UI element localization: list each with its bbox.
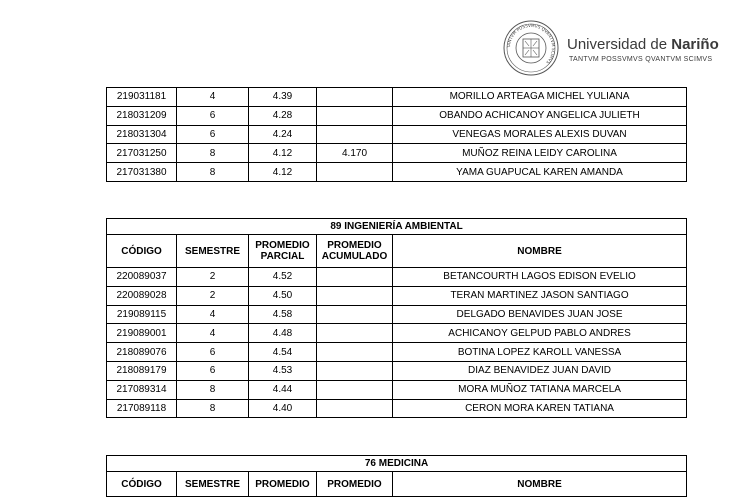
cell-semestre: 6 [177,343,249,362]
table-row [107,399,687,418]
cell-nombre: TERAN MARTINEZ JASON SANTIAGO [393,286,687,305]
cell-promedio-acumulado [317,305,393,324]
cell-promedio-acumulado: 4.170 [317,144,393,163]
cell-nombre: MORILLO ARTEAGA MICHEL YULIANA [393,88,687,107]
table-row [107,125,687,144]
cell-semestre: 2 [177,268,249,287]
table-row [107,324,687,343]
column-header-promedio: PROMEDIO [249,472,317,497]
cell-promedio-acumulado [317,361,393,380]
cell-promedio-parcial: 4.50 [249,286,317,305]
cell-semestre: 8 [177,380,249,399]
table-row [107,380,687,399]
cell-codigo: 220089037 [107,268,177,287]
cell-promedio-parcial: 4.53 [249,361,317,380]
cell-semestre: 2 [177,286,249,305]
cell-codigo: 218031304 [107,125,177,144]
cell-nombre: BOTINA LOPEZ KAROLL VANESSA [393,343,687,362]
table-row [107,343,687,362]
column-header-semestre: SEMESTRE [177,235,249,268]
column-header-promedio: PROMEDIO [317,472,393,497]
cell-promedio-parcial: 4.44 [249,380,317,399]
cell-promedio-parcial: 4.52 [249,268,317,287]
cell-codigo: 217031250 [107,144,177,163]
cell-semestre: 4 [177,88,249,107]
cell-codigo: 218089179 [107,361,177,380]
university-name: Universidad de Nariño [567,36,719,53]
cell-nombre: DIAZ BENAVIDEZ JUAN DAVID [393,361,687,380]
table-row [107,286,687,305]
cell-promedio-acumulado [317,286,393,305]
cell-codigo: 220089028 [107,286,177,305]
cell-promedio-acumulado [317,324,393,343]
cell-promedio-acumulado [317,268,393,287]
section-title: 76 MEDICINA [107,456,687,472]
column-header-codigo: CÓDIGO [107,235,177,268]
cell-promedio-parcial: 4.39 [249,88,317,107]
students-table-ingenieria-ambiental [106,218,687,418]
cell-promedio-parcial: 4.12 [249,144,317,163]
cell-promedio-parcial: 4.24 [249,125,317,144]
cell-promedio-acumulado [317,106,393,125]
table-row [107,88,687,107]
cell-promedio-parcial: 4.40 [249,399,317,418]
column-header-promedio-parcial: PROMEDIO PARCIAL [249,235,317,268]
university-logo [503,20,719,76]
cell-nombre: CERON MORA KAREN TATIANA [393,399,687,418]
column-header-nombre: NOMBRE [393,472,687,497]
students-table-medicina [106,455,687,497]
cell-codigo: 219089001 [107,324,177,343]
table-row [107,144,687,163]
svg-text:TANTVM POSSVMVS QVANTVM SCIMVS: TANTVM POSSVMVS QVANTVM SCIMVS [505,22,557,66]
cell-codigo: 217089118 [107,399,177,418]
university-seal-icon [503,20,559,76]
students-table-continued [106,87,687,182]
cell-nombre: MORA MUÑOZ TATIANA MARCELA [393,380,687,399]
cell-promedio-acumulado [317,380,393,399]
table-row [107,361,687,380]
cell-promedio-parcial: 4.58 [249,305,317,324]
column-header-nombre: NOMBRE [393,235,687,268]
section-title: 89 INGENIERÍA AMBIENTAL [107,219,687,235]
table-row [107,106,687,125]
cell-codigo: 217089314 [107,380,177,399]
cell-nombre: MUÑOZ REINA LEIDY CAROLINA [393,144,687,163]
cell-semestre: 6 [177,125,249,144]
cell-promedio-acumulado [317,399,393,418]
cell-nombre: BETANCOURTH LAGOS EDISON EVELIO [393,268,687,287]
cell-promedio-acumulado [317,125,393,144]
cell-semestre: 8 [177,144,249,163]
column-header-codigo: CÓDIGO [107,472,177,497]
table-row [107,268,687,287]
table-row [107,163,687,182]
cell-codigo: 217031380 [107,163,177,182]
cell-promedio-parcial: 4.12 [249,163,317,182]
university-motto: TANTVM POSSVMVS QVANTVM SCIMVS [569,56,713,63]
cell-semestre: 6 [177,361,249,380]
cell-promedio-parcial: 4.48 [249,324,317,343]
cell-nombre: OBANDO ACHICANOY ANGELICA JULIETH [393,106,687,125]
table-row [107,305,687,324]
cell-semestre: 4 [177,305,249,324]
cell-promedio-acumulado [317,88,393,107]
cell-promedio-acumulado [317,343,393,362]
cell-codigo: 218089076 [107,343,177,362]
cell-codigo: 218031209 [107,106,177,125]
column-header-promedio-acumulado: PROMEDIO ACUMULADO [317,235,393,268]
cell-promedio-parcial: 4.54 [249,343,317,362]
cell-semestre: 6 [177,106,249,125]
column-header-semestre: SEMESTRE [177,472,249,497]
cell-codigo: 219089115 [107,305,177,324]
cell-semestre: 8 [177,163,249,182]
cell-semestre: 4 [177,324,249,343]
cell-nombre: YAMA GUAPUCAL KAREN AMANDA [393,163,687,182]
cell-promedio-parcial: 4.28 [249,106,317,125]
cell-semestre: 8 [177,399,249,418]
cell-nombre: DELGADO BENAVIDES JUAN JOSE [393,305,687,324]
cell-codigo: 219031181 [107,88,177,107]
cell-promedio-acumulado [317,163,393,182]
cell-nombre: ACHICANOY GELPUD PABLO ANDRES [393,324,687,343]
cell-nombre: VENEGAS MORALES ALEXIS DUVAN [393,125,687,144]
